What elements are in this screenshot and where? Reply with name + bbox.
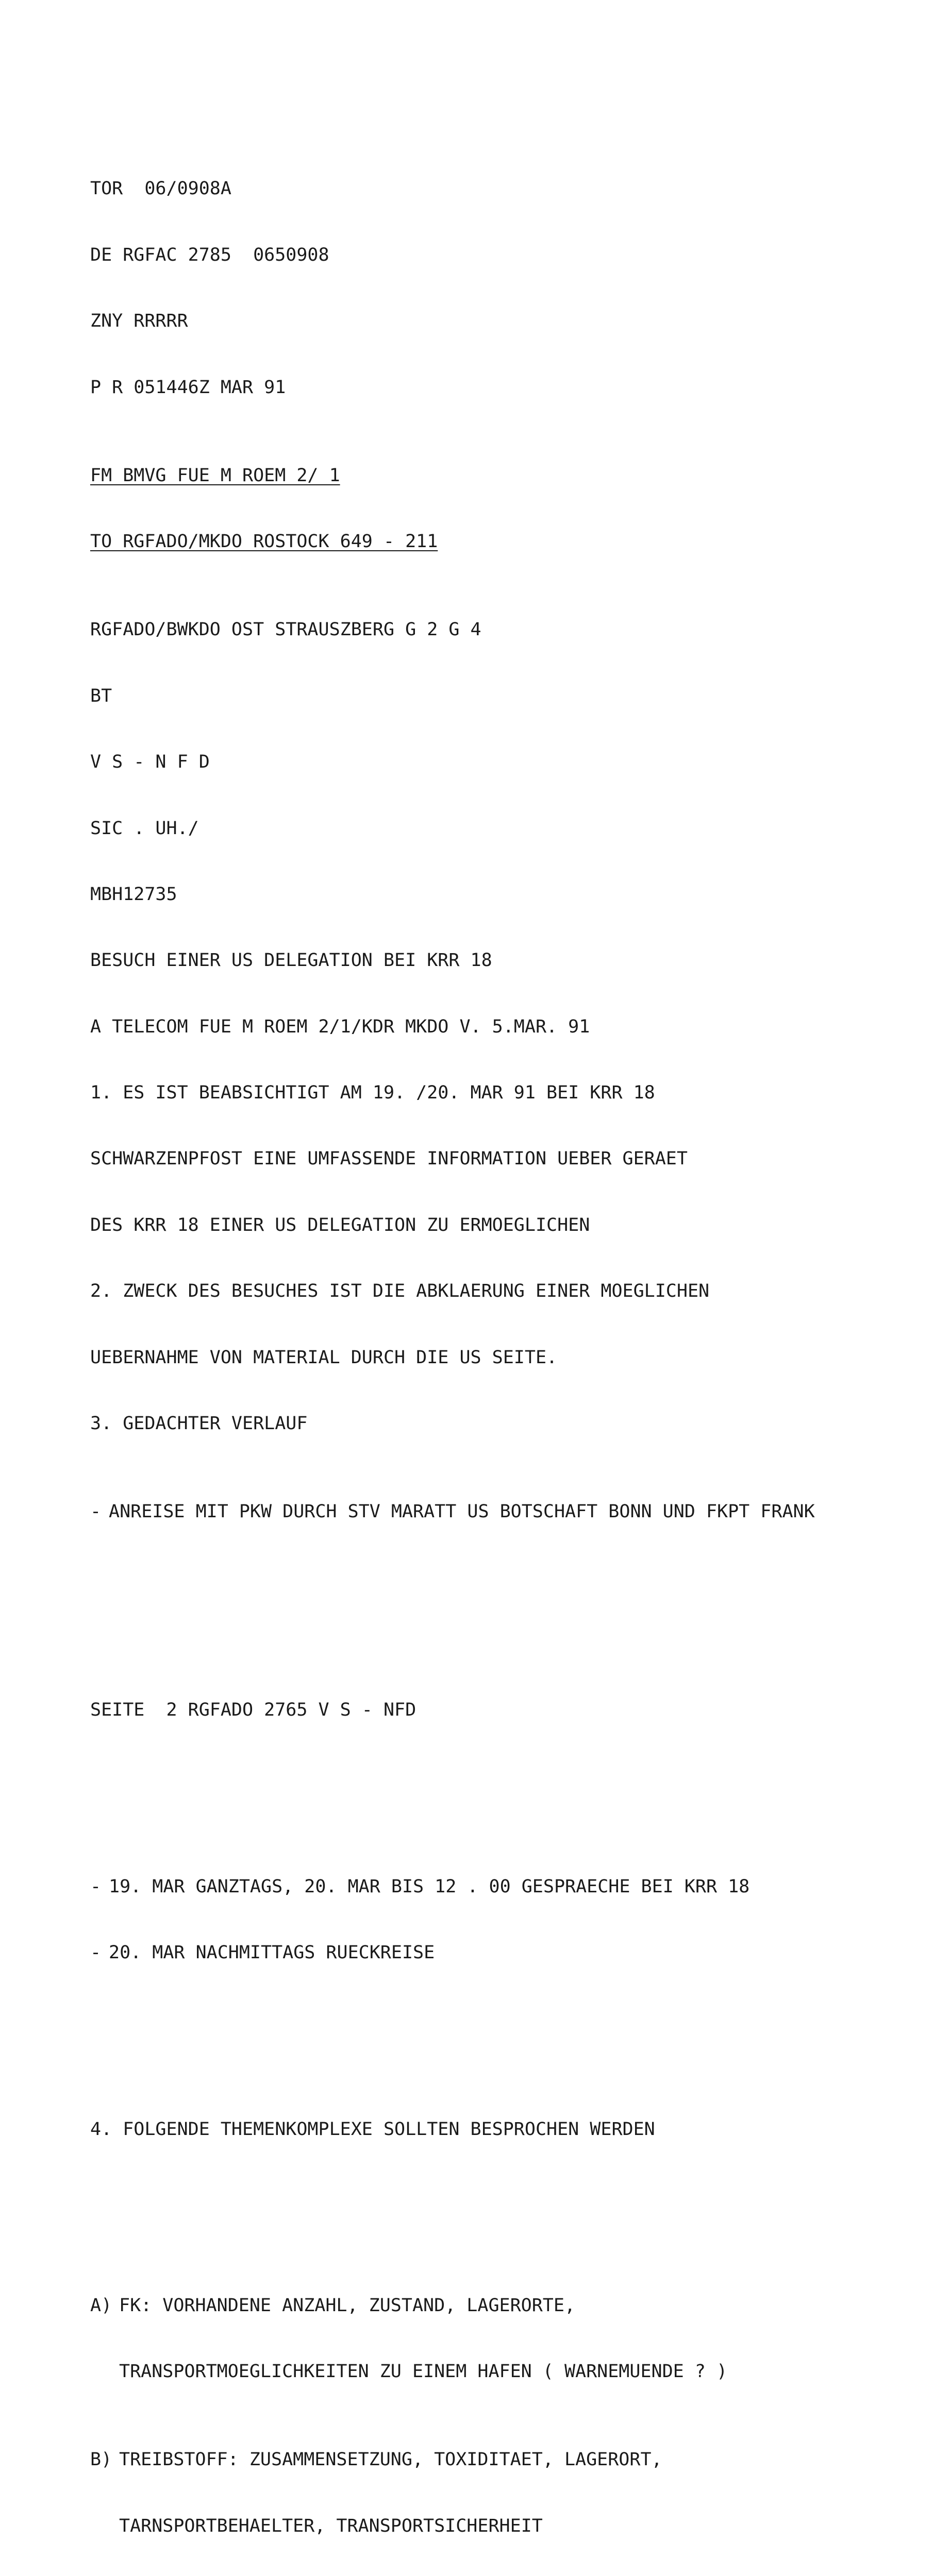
dash-mark: - (90, 1501, 102, 1522)
topic-label: B) (90, 2449, 112, 2470)
topic-text-continued: TARNSPORTBEHAELTER, TRANSPORTSICHERHEIT (119, 2515, 543, 2536)
header-line-2: DE RGFAC 2785 0650908 (90, 244, 329, 265)
topic-text: FK: VORHANDENE ANZAHL, ZUSTAND, LAGERORTE, (119, 2295, 576, 2316)
header-line-4: P R 051446Z MAR 91 (90, 377, 286, 398)
from-line: FM BMVG FUE M ROEM 2/ 1 (90, 465, 340, 486)
list-item-text: ANREISE MIT PKW DURCH STV MARATT US BOTSCHAFT BONN UND FKPT FRANK (109, 1501, 815, 1522)
paragraph-2-line-2: UEBERNAHME VON MATERIAL DURCH DIE US SEITE. (90, 1347, 558, 1368)
paragraph-1-line-3: DES KRR 18 EINER US DELEGATION ZU ERMOEGLICHEN (90, 1214, 590, 1235)
topic-text: TREIBSTOFF: ZUSAMMENSETZUNG, TOXIDITAET, LAGERORT, (119, 2449, 662, 2470)
dash-mark: - (90, 1942, 102, 1963)
sic-line: SIC . UH./ (90, 818, 199, 839)
list-item-text: 19. MAR GANZTAGS, 20. MAR BIS 12 . 00 GESPRAECHE BEI KRR 18 (109, 1876, 750, 1897)
topic-item-a (90, 2295, 894, 2317)
dash-mark: - (90, 1876, 102, 1897)
paragraph-3-title: 3. GEDACHTER VERLAUF (90, 1413, 308, 1434)
bt-line: BT (90, 685, 112, 706)
topic-label: A) (90, 2295, 112, 2316)
page-2-header: SEITE 2 RGFADO 2765 V S - NFD (90, 1700, 416, 1721)
subject-line: BESUCH EINER US DELEGATION BEI KRR 18 (90, 950, 492, 971)
list-item (90, 1876, 894, 1898)
list-item (90, 1501, 894, 1523)
classification-line: V S - N F D (90, 752, 210, 773)
mbh-line: MBH12735 (90, 884, 177, 905)
header-line-3: ZNY RRRRR (90, 311, 188, 332)
address-line: RGFADO/BWKDO OST STRAUSZBERG G 2 G 4 (90, 619, 481, 640)
to-line: TO RGFADO/MKDO ROSTOCK 649 - 211 (90, 531, 438, 552)
telex-document (90, 112, 894, 2576)
header-line-1: TOR 06/0908A (90, 178, 231, 199)
list-item (90, 1942, 894, 1964)
paragraph-1-line-2: SCHWARZENPFOST EINE UMFASSENDE INFORMATION UEBER GERAET (90, 1148, 688, 1170)
paragraph-1-line-1: 1. ES IST BEABSICHTIGT AM 19. /20. MAR 91 BEI KRR 18 (90, 1082, 655, 1104)
topic-text-continued: TRANSPORTMOEGLICHKEITEN ZU EINEM HAFEN ( WARNEMUENDE ? ) (119, 2361, 728, 2382)
topic-item-b (90, 2449, 894, 2471)
paragraph-2-line-1: 2. ZWECK DES BESUCHES IST DIE ABKLAERUNG EINER MOEGLICHEN (90, 1281, 710, 1302)
section-4-title: 4. FOLGENDE THEMENKOMPLEXE SOLLTEN BESPROCHEN WERDEN (90, 2119, 655, 2140)
list-item-text: 20. MAR NACHMITTAGS RUECKREISE (109, 1942, 435, 1963)
reference-line: A TELECOM FUE M ROEM 2/1/KDR MKDO V. 5.MAR. 91 (90, 1016, 590, 1037)
